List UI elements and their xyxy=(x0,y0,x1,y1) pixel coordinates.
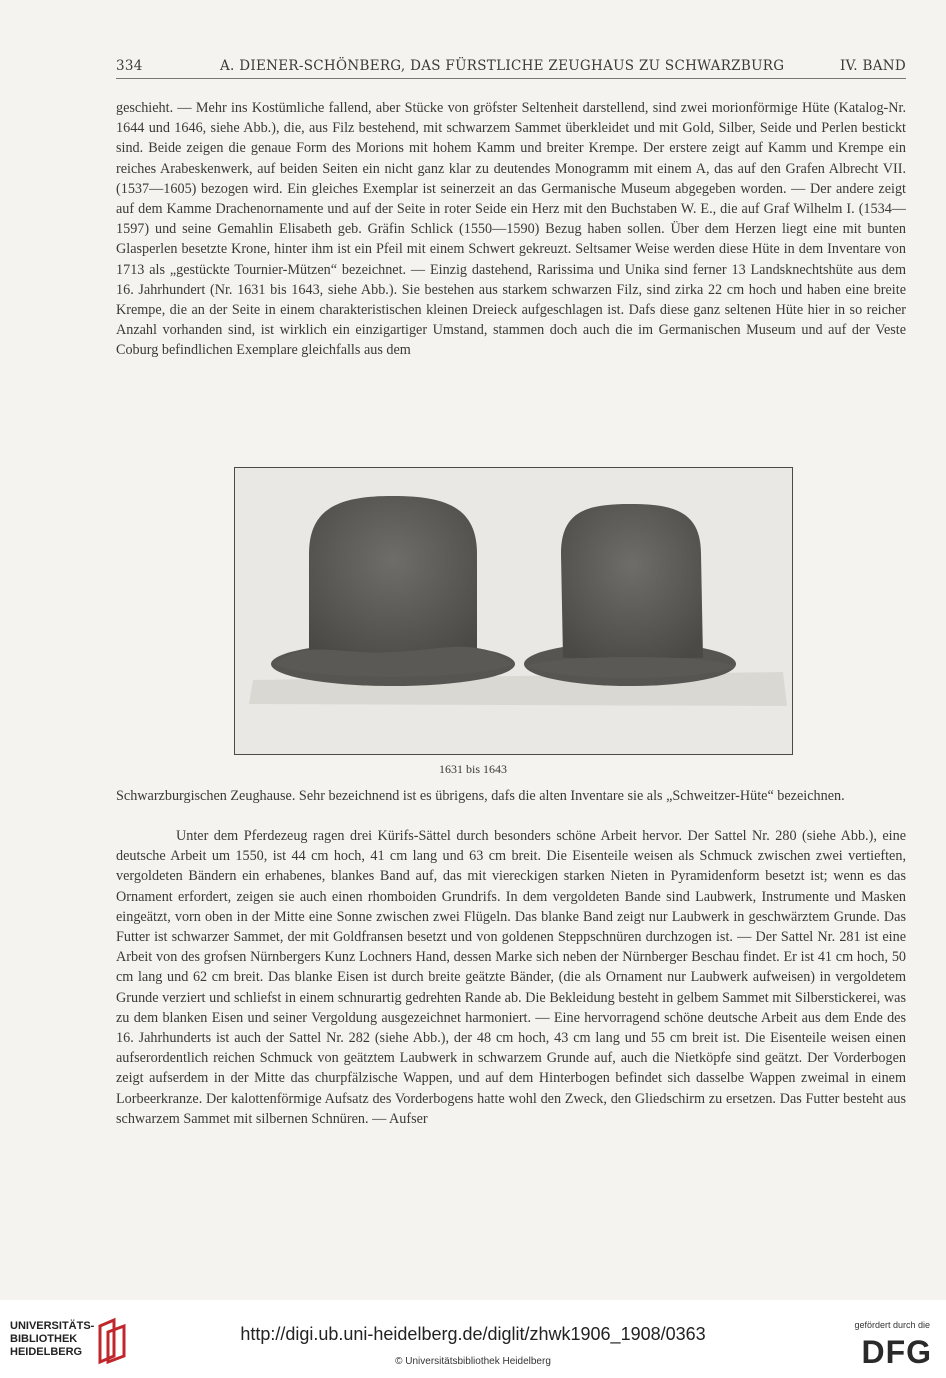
copyright-notice: © Universitätsbibliothek Heidelberg xyxy=(395,1356,551,1367)
page-number: 334 xyxy=(116,58,143,74)
digitization-footer xyxy=(0,1300,946,1378)
body-paragraph-2: Schwarzburgischen Zeughause. Sehr bezeichnend ist es übrigens, dafs die alten Inventare sie als „Schweitzer-Hüte“ bezeichnen. xyxy=(116,788,845,804)
body-paragraph-3: Unter dem Pferdezeug ragen drei Kürifs-Sättel durch besonders schöne Arbeit hervor. Der Sattel Nr. 280 (siehe Abb.), eine deutsche Arbeit um 1550, ist 44 cm hoch, 41 cm lang und 63 cm breit. Die Eisenteile weisen als Schmuck zwischen zwei vertieften, vergoldeten Bändern ein erhabenes, blankes Band auf, das mit viereckigen starken Nieten in Pyramidenform besetzt ist; wenn es das Ornament erfordert, zeigen sie auch einen rhomboiden Grundrifs. In dem vergoldeten Bande sind Laubwerk, Instrumente und Masken eingeätzt, vorn oben in der Mitte eine Sonne zwischen zwei Flügeln. Das blanke Band zeigt nur Laubwerk in geschwärztem Grunde. Das Futter ist schwarzer Sammet, der mit Goldfransen besetzt und von goldenen Steppschnüren durchzogen ist. — Der Sattel Nr. 281 ist eine Arbeit von des grofsen Nürnbergers Kunz Lochners Hand, dessen Marke sich neben der Nürnberger Beschau findet. Er ist 41 cm hoch, 50 cm lang und 62 cm breit. Das blanke Eisen ist durch breite geätzte Bänder, (die als Ornament nur Laubwerk aufweisen) in vergoldetem Grunde verziert und schliefst in einem schnurartig gedrehten Rande ab. Die Bekleidung besteht in gelbem Sammet mit Silberstickerei, was zu dem blanken Eisen und seiner Vergoldung ausgezeichnet harmoniert. — Eine hervorragend schöne deutsche Arbeit aus dem Ende des 16. Jahrhunderts ist auch der Sattel Nr. 282 (siehe Abb.), der 48 cm hoch, 43 cm lang und 55 cm breit ist. Die Eisenteile weisen einen aufserordentlich reichen Schmuck von geätztem Laubwerk in schwarzem Grunde auf, auch die Nietköpfe sind geätzt. Der Vorderbogen zeigt aufserdem in der Mitte das churpfälzische Wappen, und auf dem Hinterbogen befindet sich dasselbe Wappen zweimal in einem Lorbeerkranze. Der kalottenförmige Aufsatz des Vorderbogens hatte wohl den Zweck, den Gliedschirm zu ersetzen. Das Futter besteht aus schwarzem Sammet mit silbernen Schnüren. — Aufser xyxy=(116,828,906,1127)
hats-photograph xyxy=(234,467,793,755)
running-title: A. DIENER-SCHÖNBERG, DAS FÜRSTLICHE ZEUGHAUS ZU SCHWARZBURG xyxy=(220,58,785,74)
dfg-logo: DFG xyxy=(861,1334,932,1370)
figure-caption: 1631 bis 1643 xyxy=(438,762,507,776)
volume-label: IV. BAND xyxy=(839,58,906,74)
body-paragraph-1: geschieht. — Mehr ins Kostümliche fallend, aber Stücke von gröfster Seltenheit darstellend, sind zwei morionförmige Hüte (Katalog-Nr. 1644 und 1646, siehe Abb.), die, aus Filz bestehend, mit schwarzem Sammet überkleidet und mit Gold, Silber, Seide und Perlen bestickt sind. Beide zeigen die genaue Form des Morions mit hohem Kamm und breiter Krempe. Der erstere zeigt auf Kamm und Krempe ein reiches Arabeskenwerk, auf beiden Seiten ein nicht ganz klar zu deutendes Monogramm mit einem A, das auf den Grafen Albrecht VII. (1537—1605) bezogen wird. Ein gleiches Exemplar ist seinerzeit an das Germanische Museum abgegeben worden. — Der andere zeigt auf dem Kamme Drachenornamente und auf der Seite in roter Seide ein Herz mit den Buchstaben W. E., die auf Graf Wilhelm I. (1534—1597) und seine Gemahlin Elisabeth geb. Gräfin Schlick (1550—1590) Bezug haben sollen. Über dem Herzen liegt eine mit bunten Glasperlen besetzte Krone, hinter ihm ist ein Pfeil mit einem Schwert gekreuzt. Seltsamer Weise werden diese Hüte in dem Inventare von 1713 als „gestückte Tournier-Mützen“ bezeichnet. — Einzig dastehend, Rarissima und Unika sind ferner 13 Landsknechtshüte aus dem 16. Jahrhundert (Nr. 1631 bis 1643, siehe Abb.). Sie bestehen aus starkem schwarzen Filz, sind zirka 22 cm hoch und haben eine breite Krempe, die an der Seite in einem charakteristischen kleinen Dreieck aufgeschlagen ist. Dafs diese ganz seltenen Hüte hier in so reicher Anzahl vorhanden sind, ist wirklich ein einzigartiger Umstand, stammen doch auch die im Germanischen Museum und auf der Veste Coburg befindlichen Exemplare gleichfalls aus dem xyxy=(116,100,906,359)
funder-note: gefördert durch die xyxy=(854,1320,930,1330)
landsknecht-hats-image xyxy=(235,468,792,754)
library-name: UNIVERSITÄTS- BIBLIOTHEK HEIDELBERG xyxy=(10,1320,95,1358)
running-header xyxy=(116,56,906,79)
permalink[interactable]: http://digi.ub.uni-heidelberg.de/diglit/zhwk1906_1908/0363 xyxy=(240,1324,706,1344)
